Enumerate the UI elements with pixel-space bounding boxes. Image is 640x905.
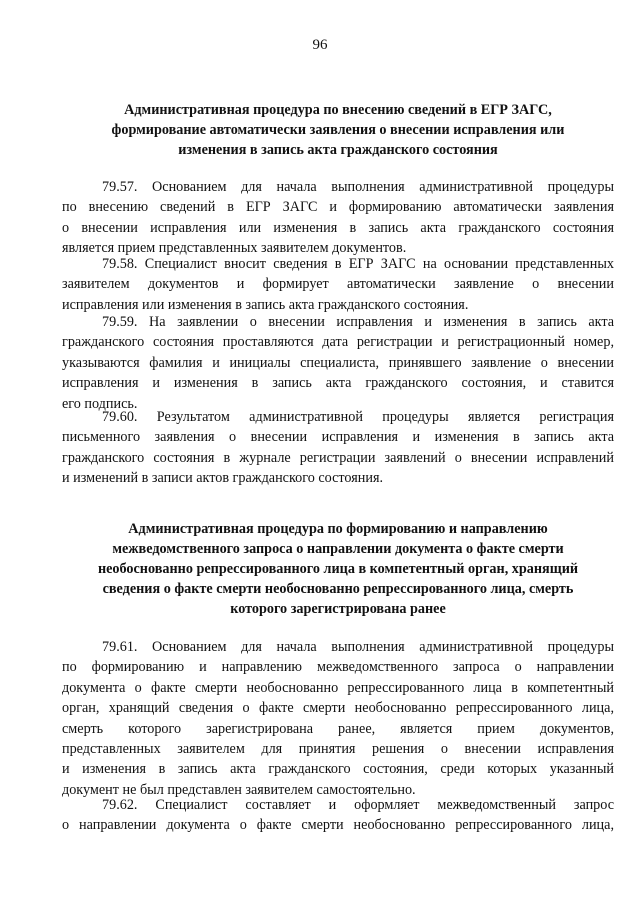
paragraph-line: и изменений в записи актов гражданского состояния. (62, 470, 384, 487)
paragraph-line: его подпись. (62, 395, 138, 412)
paragraph-line: по внесению сведений в ЕГР ЗАГС и формированию автоматически заявления (62, 199, 614, 216)
paragraph-line: документ не был представлен заявителем самостоятельно. (62, 781, 416, 798)
paragraph-79-62 (62, 795, 614, 836)
heading-line: межведомственного запроса о направлении документа о факте смерти (112, 541, 564, 557)
paragraph-79-59 (62, 312, 614, 414)
paragraph-line: 79.62. Специалист составляет и оформляет межведомственный запрос (102, 797, 614, 813)
paragraph-79-58 (62, 254, 614, 315)
paragraph-line: гражданского состояния в журнале регистрации заявлений о внесении исправлений (62, 449, 614, 466)
paragraph-line: гражданского состояния проставляются дата регистрации и регистрационный номер, (62, 334, 614, 351)
paragraph-line: орган, хранящий сведения о факте смерти необоснованно репрессированного лица, (62, 700, 614, 717)
paragraph-line: указываются фамилия и инициалы специалиста, принявшего заявление о внесении (62, 354, 614, 371)
heading-line: изменения в запись акта гражданского состояния (178, 142, 498, 158)
paragraph-line: исправления или изменения в запись акта гражданского состояния. (62, 296, 469, 313)
paragraph-line: 79.61. Основанием для начала выполнения административной процедуры (102, 639, 614, 655)
paragraph-line: смерть которого зарегистрирована ранее, является прием документов, (62, 720, 614, 737)
paragraph-line: по формированию и направлению межведомственного запроса о направлении (62, 659, 614, 676)
section-heading-egr-zags (62, 100, 614, 160)
heading-line: Административная процедура по внесению сведений в ЕГР ЗАГС, (124, 102, 552, 118)
paragraph-line: 79.60. Результатом административной процедуры является регистрация (102, 409, 614, 425)
paragraph-line: документа о факте смерти необоснованно репрессированного лица в компетентный (62, 679, 614, 696)
paragraph-line: о направлении документа о факте смерти необоснованно репрессированного лица, (62, 817, 614, 834)
paragraph-line: представленных заявителем для принятия решения о внесении исправления (62, 740, 614, 757)
paragraph-79-57 (62, 177, 614, 259)
paragraph-line: 79.58. Специалист вносит сведения в ЕГР ЗАГС на основании представленных (102, 256, 614, 272)
paragraph-line: письменного заявления о внесении исправления и изменения в запись акта (62, 429, 614, 446)
paragraph-line: является прием представленных заявителем документов. (62, 240, 407, 257)
paragraph-line: исправления и изменения в запись акта гражданского состояния, и ставится (62, 375, 614, 392)
section-heading-interagency-request (62, 519, 614, 619)
heading-line: которого зарегистрирована ранее (230, 601, 446, 617)
paragraph-79-61 (62, 637, 614, 800)
heading-line: сведения о факте смерти необоснованно репрессированного лица, смерть (102, 581, 574, 597)
paragraph-line: 79.57. Основанием для начала выполнения административной процедуры (102, 179, 614, 195)
paragraph-79-60 (62, 407, 614, 489)
paragraph-line: о внесении исправления или изменения в запись акта гражданского состояния (62, 219, 614, 236)
heading-line: необоснованно репрессированного лица в компетентный орган, хранящий (97, 561, 579, 577)
page-number: 96 (312, 37, 328, 53)
paragraph-line: заявителем документов и формирует автоматически заявление о внесении (62, 276, 614, 293)
paragraph-line: 79.59. На заявлении о внесении исправления и изменения в запись акта (102, 314, 614, 330)
paragraph-line: и изменения в запись акта гражданского состояния, среди которых указанный (62, 761, 614, 778)
heading-line: формирование автоматически заявления о внесении исправления или (111, 122, 565, 138)
heading-line: Административная процедура по формированию и направлению (128, 521, 548, 537)
